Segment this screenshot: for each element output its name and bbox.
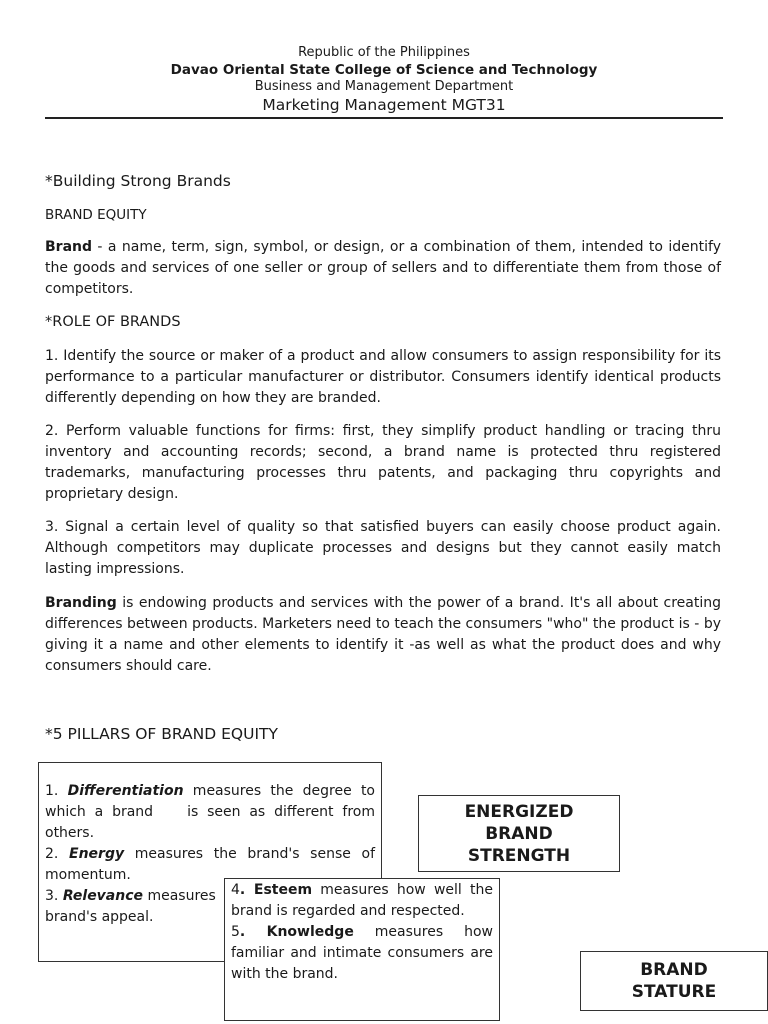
header-college: Davao Oriental State College of Science and Technology (170, 62, 598, 78)
header-republic: Republic of the Philippines (298, 45, 470, 60)
section-subtitle: BRAND EQUITY (45, 207, 147, 223)
role-item-2: 2. Perform valuable functions for firms: first, they simplify product handling or tracing thru inventory and accounting records; second, a brand name is protected thru registered trademarks, manufacturing processes thru patents, and packaging thru copyrights and proprietary design. (45, 423, 721, 502)
pillar-5: 5. Knowledge measures how familiar and intimate consumers are with the brand. (231, 924, 493, 982)
energized-line-2: BRAND (485, 823, 553, 844)
stature-line-1: BRAND (640, 960, 708, 980)
pillar-2: 2. Energy measures the brand's sense of momentum. (45, 846, 375, 883)
pillars-title: *5 PILLARS OF BRAND EQUITY (45, 725, 278, 743)
energized-line-3: STRENGTH (467, 845, 571, 866)
stature-line-2: STATURE (631, 982, 717, 1002)
branding-definition (45, 593, 721, 677)
brand-def-text: - a name, term, sign, symbol, or design, or a combination of them, intended to identify the goods and services of one seller or group of sellers and to differentiate them from those of competitors. (45, 239, 721, 297)
pillar-2-term: Energy (69, 846, 125, 862)
header-course: Marketing Management MGT31 (262, 96, 506, 114)
pillar-4-term: . Esteem (239, 882, 313, 898)
pillar-3-tail: brand's appeal. (45, 909, 154, 925)
brand-definition (45, 237, 721, 300)
role-item-1: 1. Identify the source or maker of a product and allow consumers to assign responsibility for its performance to a particular manufacturer or distributor. Consumers identify identical products differently depending on how they are branded. (45, 348, 721, 406)
header-department: Business and Management Department (254, 79, 514, 94)
energized-brand-strength-box (418, 795, 620, 872)
brand-stature-box (580, 951, 768, 1011)
pillar-3: 3. Relevance measures (45, 888, 216, 904)
pillar-4: 4. Esteem measures how well the brand is regarded and respected. (231, 882, 493, 919)
brand-term: Brand (45, 239, 93, 255)
pillars-box-2 (224, 878, 500, 1021)
roles-title: *ROLE OF BRANDS (45, 314, 181, 330)
energized-line-1: ENERGIZED (464, 801, 574, 822)
header-divider (45, 117, 723, 119)
role-item-3: 3. Signal a certain level of quality so that satisfied buyers can easily choose product again. Although competitors may duplicate processes and designs but they cannot easily match lasting impressions. (45, 519, 721, 577)
pillar-5-term: . Knowledge (239, 924, 354, 940)
branding-term: Branding (45, 595, 117, 611)
pillar-1: 1. Differentiation measures the degree to which a brand is seen as different from others. (45, 783, 375, 841)
branding-def-text: is endowing products and services with the power of a brand. It's all about creating differences between products. Marketers need to teach the consumers "who" the product is - by giving it a name and other elements to identify it -as well as what the product does and why consumers should care. (45, 595, 721, 674)
pillar-3-term: Relevance (62, 888, 144, 904)
pillar-1-term: Differentiation (67, 783, 184, 799)
section-title: *Building Strong Brands (45, 172, 231, 190)
